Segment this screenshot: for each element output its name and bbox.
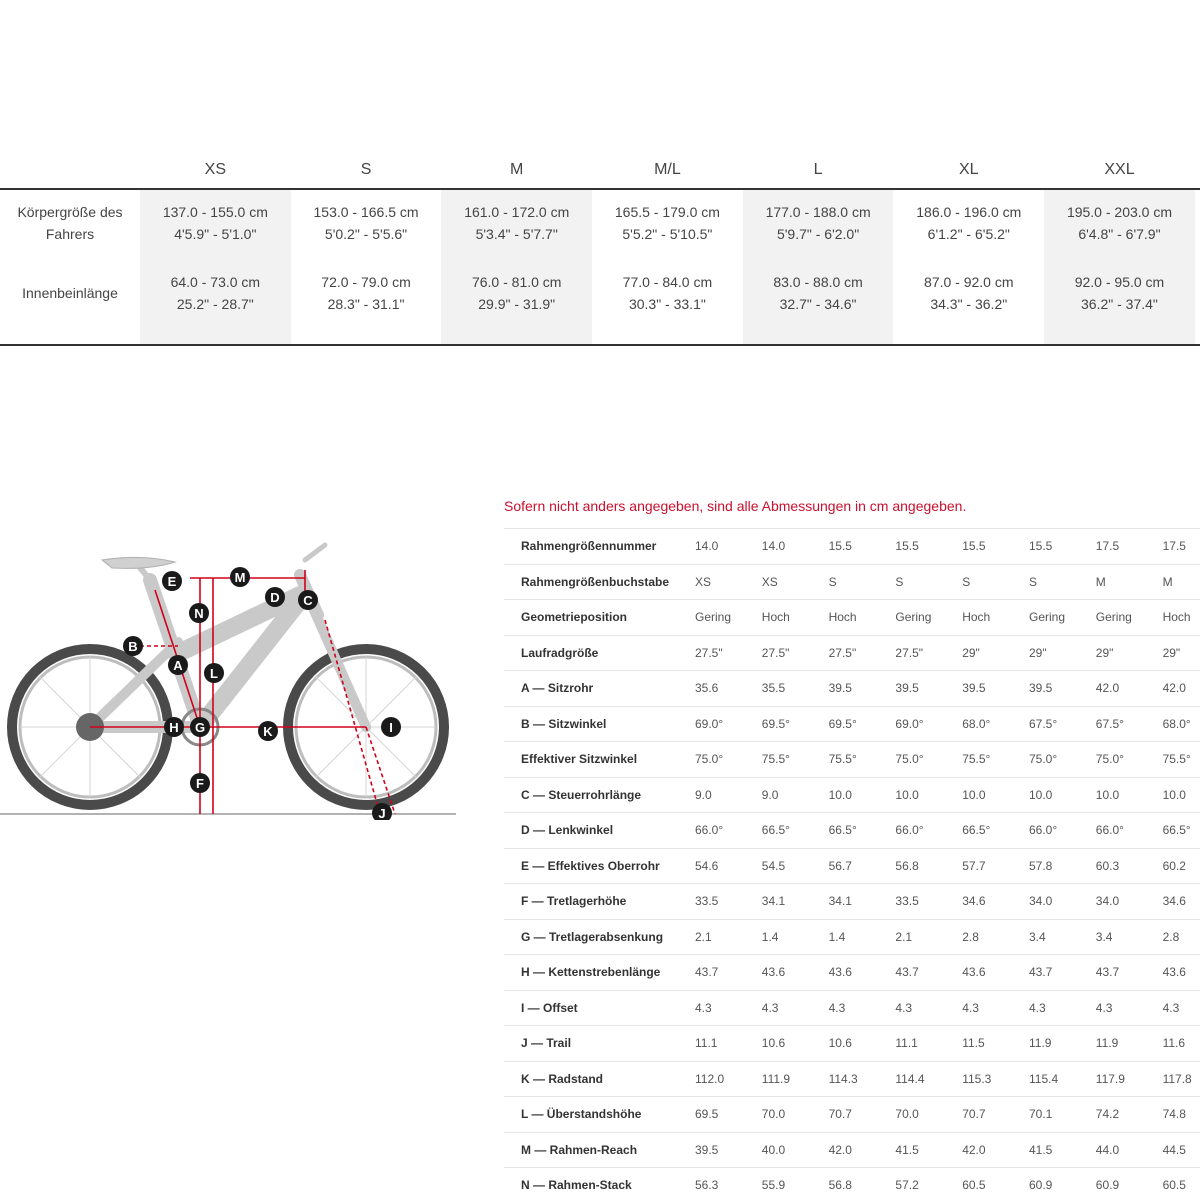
size-header-m: M (510, 161, 524, 178)
geometry-cell: 114.3 (828, 1071, 858, 1086)
geometry-row-label: L — Überstandshöhe (521, 1107, 642, 1122)
geometry-cell: 1.4 (761, 929, 779, 944)
geometry-cell: Hoch (761, 610, 790, 625)
geometry-cell: 43.6 (962, 965, 986, 980)
geometry-cell: 41.5 (1028, 1142, 1053, 1157)
geometry-cell: 33.5 (895, 894, 919, 909)
bike-geometry-diagram (0, 530, 460, 820)
svg-text:L: L (210, 666, 218, 681)
geometry-row (504, 848, 1200, 884)
geometry-row-label: A — Sitzrohr (521, 681, 594, 696)
rider-height-cm: 195.0 - 203.0 cm (1066, 204, 1172, 220)
geometry-cell: 3.4 (1095, 929, 1113, 944)
geometry-cell: 35.6 (695, 681, 719, 696)
geometry-row (504, 1167, 1200, 1203)
inseam-label: Innenbeinlänge (22, 285, 118, 301)
rider-height-ft: 5'3.4" - 5'7.7" (475, 226, 558, 242)
geometry-cell: 117.8 (1162, 1071, 1192, 1086)
svg-text:E: E (167, 574, 177, 589)
geometry-cell: 70.0 (895, 1107, 919, 1122)
geometry-cell: 66.0° (1028, 823, 1058, 838)
geometry-cell: 44.5 (1162, 1142, 1186, 1157)
geometry-cell: S (1028, 574, 1037, 589)
geometry-row-label: I — Offset (521, 1000, 578, 1015)
size-header-row (0, 150, 1200, 190)
geometry-cell: 29" (962, 645, 980, 660)
geometry-cell: 4.3 (962, 1000, 979, 1015)
geometry-cell: 56.8 (828, 1178, 852, 1193)
geometry-cell: 75.5° (828, 752, 857, 767)
geometry-cell: 69.5° (761, 716, 790, 731)
geometry-row (504, 990, 1200, 1026)
geometry-cell: Gering (1095, 610, 1132, 625)
geometry-cell: Gering (895, 610, 932, 625)
geometry-cell: 27.5" (695, 645, 723, 660)
geometry-cell: M (1162, 574, 1173, 589)
marker-m (230, 567, 250, 587)
geometry-row (504, 1132, 1200, 1168)
geometry-cell: 17.5 (1162, 539, 1186, 554)
geometry-cell: 35.5 (761, 681, 786, 696)
geometry-cell: 34.6 (1162, 894, 1186, 909)
geometry-cell: 10.0 (1095, 787, 1120, 802)
marker-g (190, 717, 210, 737)
geometry-row-label: F — Tretlagerhöhe (521, 894, 627, 909)
geometry-table (504, 528, 1200, 1203)
geometry-row (504, 1025, 1200, 1061)
geometry-cell: 2.8 (1162, 929, 1180, 944)
geometry-cell: 11.1 (695, 1036, 718, 1051)
geometry-cell: 115.4 (1028, 1071, 1059, 1086)
inseam-cm: 83.0 - 88.0 cm (773, 274, 863, 290)
rider-height-ft: 6'4.8" - 6'7.9" (1078, 226, 1161, 242)
geometry-cell: S (895, 574, 904, 589)
marker-a (168, 655, 188, 675)
geometry-row (504, 919, 1200, 955)
geometry-cell: Hoch (1162, 610, 1191, 625)
geometry-cell: 34.1 (828, 894, 852, 909)
geometry-cell: 15.5 (895, 539, 919, 554)
geometry-cell: 54.6 (695, 858, 719, 873)
geometry-cell: Gering (1028, 610, 1066, 625)
geometry-cell: 11.5 (962, 1036, 985, 1051)
geometry-cell: 66.0° (895, 823, 924, 838)
geometry-row (504, 812, 1200, 848)
geometry-cell: 4.3 (895, 1000, 913, 1015)
geometry-cell: 75.0° (1028, 752, 1058, 767)
geometry-cell: 4.3 (1095, 1000, 1113, 1015)
marker-f (190, 773, 210, 793)
marker-k (258, 721, 278, 741)
geometry-row-label: Rahmengrößennummer (521, 539, 657, 554)
rider-height-cm: 161.0 - 172.0 cm (464, 204, 570, 220)
geometry-cell: 57.8 (1028, 858, 1053, 873)
geometry-row-label: E — Effektives Oberrohr (521, 858, 660, 873)
geometry-row (504, 777, 1200, 813)
svg-text:M: M (234, 570, 246, 585)
geometry-cell: 75.5° (1162, 752, 1191, 767)
geometry-row (504, 1061, 1200, 1097)
geometry-cell: 115.3 (962, 1071, 992, 1086)
geometry-row (504, 564, 1200, 600)
size-header-xs: XS (204, 161, 227, 178)
geometry-row-label: Rahmengrößenbuchstabe (521, 574, 670, 589)
geometry-row (504, 706, 1200, 742)
geometry-cell: 42.0 (1162, 681, 1186, 696)
geometry-cell: 39.5 (695, 1142, 719, 1157)
size-column-xxl (1044, 190, 1195, 344)
inseam-cm: 76.0 - 81.0 cm (471, 274, 562, 290)
geometry-row-label: Laufradgröße (521, 645, 599, 660)
geometry-cell: 43.7 (1028, 965, 1053, 980)
geometry-cell: 15.5 (1028, 539, 1053, 554)
geometry-row (504, 670, 1200, 706)
geometry-cell: 66.5° (761, 823, 790, 838)
geometry-cell: 39.5 (1028, 681, 1053, 696)
inseam-cm: 87.0 - 92.0 cm (924, 274, 1014, 290)
marker-h (164, 717, 184, 737)
geometry-cell: 67.5° (1028, 716, 1058, 731)
geometry-row (504, 883, 1200, 919)
size-column-l (743, 190, 894, 344)
geometry-cell: 60.9 (1095, 1178, 1120, 1193)
geometry-cell: XS (695, 574, 712, 589)
geometry-cell: 56.7 (828, 858, 852, 873)
geometry-cell: 39.5 (962, 681, 986, 696)
geometry-cell: 60.5 (962, 1178, 986, 1193)
marker-e (162, 571, 182, 591)
geometry-cell: 11.9 (1095, 1036, 1119, 1051)
geometry-row-label: N — Rahmen-Stack (521, 1178, 632, 1193)
svg-text:I: I (389, 720, 393, 735)
size-header-l: L (813, 161, 823, 178)
geometry-cell: 56.8 (895, 858, 919, 873)
rider-height-cm: 177.0 - 188.0 cm (765, 204, 871, 220)
geometry-cell: M (1095, 574, 1106, 589)
geometry-cell: 70.1 (1028, 1107, 1053, 1122)
svg-text:F: F (196, 776, 204, 791)
geometry-cell: 67.5° (1095, 716, 1124, 731)
geometry-cell: 57.2 (895, 1178, 919, 1193)
geometry-cell: 74.2 (1095, 1107, 1120, 1122)
geometry-cell: 14.0 (695, 539, 719, 554)
size-row-labels (0, 190, 140, 344)
geometry-cell: 11.9 (1028, 1036, 1052, 1051)
geometry-row-label: J — Trail (521, 1036, 572, 1051)
svg-text:A: A (173, 658, 183, 673)
rider-height-ft: 4'5.9" - 5'1.0" (174, 226, 257, 242)
marker-b (123, 636, 143, 656)
geometry-cell: 112.0 (695, 1071, 725, 1086)
geometry-cell: 15.5 (828, 539, 852, 554)
geometry-cell: 34.1 (761, 894, 786, 909)
geometry-cell: 43.7 (695, 965, 719, 980)
geometry-cell: 111.9 (761, 1071, 791, 1086)
geometry-cell: 54.5 (761, 858, 786, 873)
geometry-cell: 57.7 (962, 858, 986, 873)
size-column-xl (893, 190, 1044, 344)
geometry-cell: 68.0° (962, 716, 991, 731)
size-chart-table (0, 150, 1200, 346)
rider-height-cm: 165.5 - 179.0 cm (614, 204, 720, 220)
geometry-cell: XS (761, 574, 778, 589)
svg-text:H: H (169, 720, 179, 735)
svg-text:C: C (303, 593, 313, 608)
geometry-cell: 9.0 (761, 787, 779, 802)
geometry-cell: 60.9 (1028, 1178, 1053, 1193)
inseam-cm: 77.0 - 84.0 cm (622, 274, 713, 290)
bike-frame (90, 545, 366, 727)
units-note: Sofern nicht anders angegeben, sind alle Abmessungen in cm angegeben. (504, 498, 967, 514)
geometry-cell: 44.0 (1095, 1142, 1120, 1157)
geometry-cell: 29" (1162, 645, 1181, 660)
geometry-cell: 2.8 (962, 929, 979, 944)
geometry-cell: 56.3 (695, 1178, 719, 1193)
size-column-m (441, 190, 592, 344)
geometry-cell: 11.6 (1162, 1036, 1186, 1051)
geometry-cell: 68.0° (1162, 716, 1191, 731)
geometry-cell: 70.7 (828, 1107, 852, 1122)
geometry-cell: 40.0 (761, 1142, 786, 1157)
rider-height-ft: 5'5.2" - 5'10.5" (622, 226, 713, 242)
geometry-cell: 39.5 (895, 681, 919, 696)
geometry-cell: Gering (695, 610, 732, 625)
size-header-s: S (360, 161, 372, 178)
geometry-cell: 27.5" (895, 645, 924, 660)
svg-text:K: K (263, 724, 273, 739)
geometry-cell: 3.4 (1028, 929, 1046, 944)
svg-text:G: G (194, 720, 206, 735)
geometry-cell: 33.5 (695, 894, 719, 909)
geometry-cell: 66.0° (1095, 823, 1124, 838)
geometry-cell: 4.3 (828, 1000, 846, 1015)
svg-text:N: N (194, 606, 204, 621)
geometry-cell: 69.5 (695, 1107, 719, 1122)
geometry-cell: 43.7 (895, 965, 919, 980)
geometry-cell: Hoch (828, 610, 857, 625)
geometry-cell: 43.6 (761, 965, 786, 980)
geometry-cell: 10.0 (895, 787, 919, 802)
geometry-cell: 66.5° (962, 823, 991, 838)
marker-i (381, 717, 401, 737)
geometry-cell: 2.1 (695, 929, 712, 944)
geometry-cell: 69.5° (828, 716, 857, 731)
geometry-cell: 29" (1095, 645, 1114, 660)
geometry-cell: 34.0 (1095, 894, 1120, 909)
size-header-xxl: XXL (1104, 161, 1135, 178)
marker-n (189, 603, 209, 623)
geometry-cell: 75.5° (962, 752, 991, 767)
geometry-row (504, 1096, 1200, 1132)
geometry-cell: 27.5" (828, 645, 857, 660)
geometry-cell: 60.2 (1162, 858, 1186, 873)
size-column-xs (140, 190, 291, 344)
geometry-row-label: H — Kettenstrebenlänge (521, 965, 661, 980)
inseam-in: 29.9" - 31.9" (478, 296, 556, 312)
marker-d (265, 587, 285, 607)
geometry-row-label: M — Rahmen-Reach (521, 1142, 638, 1157)
geometry-row (504, 954, 1200, 990)
geometry-cell: 14.0 (761, 539, 786, 554)
inseam-in: 32.7" - 34.6" (779, 296, 857, 312)
rider-height-label: Körpergröße des Fahrers (17, 204, 123, 242)
geometry-cell: 17.5 (1095, 539, 1120, 554)
geometry-cell: 4.3 (695, 1000, 712, 1015)
geometry-cell: 66.5° (1162, 823, 1191, 838)
geometry-cell: 42.0 (1095, 681, 1120, 696)
geometry-cell: 42.0 (962, 1142, 986, 1157)
geometry-row-label: Effektiver Sitzwinkel (521, 752, 638, 767)
svg-text:D: D (270, 590, 280, 605)
geometry-row (504, 635, 1200, 671)
geometry-cell: 75.0° (895, 752, 924, 767)
geometry-cell: 75.0° (695, 752, 724, 767)
geometry-cell: 74.8 (1162, 1107, 1186, 1122)
geometry-cell: 39.5 (828, 681, 852, 696)
geometry-row-label: B — Sitzwinkel (521, 716, 607, 731)
inseam-in: 25.2" - 28.7" (176, 296, 254, 312)
geometry-cell: 10.0 (828, 787, 852, 802)
geometry-cell: 4.3 (761, 1000, 779, 1015)
rider-height-cm: 137.0 - 155.0 cm (162, 204, 268, 220)
inseam-cm: 92.0 - 95.0 cm (1074, 274, 1165, 290)
geometry-cell: 10.6 (761, 1036, 786, 1051)
geometry-cell: 66.0° (695, 823, 724, 838)
inseam-in: 36.2" - 37.4" (1081, 296, 1158, 312)
geometry-cell: S (962, 574, 971, 589)
rider-height-ft: 5'0.2" - 5'5.6" (324, 226, 408, 242)
geometry-cell: 10.0 (1162, 787, 1186, 802)
svg-text:J: J (378, 806, 386, 820)
geometry-cell: 43.6 (828, 965, 852, 980)
size-column-ml (592, 190, 743, 344)
size-body (0, 190, 1200, 346)
size-header-xl: XL (958, 161, 979, 178)
rider-height-ft: 6'1.2" - 6'5.2" (927, 226, 1010, 242)
geometry-row-label: Geometrieposition (521, 610, 628, 625)
geometry-cell: 4.3 (1162, 1000, 1180, 1015)
geometry-row-label: C — Steuerrohrlänge (521, 787, 642, 802)
inseam-in: 28.3" - 31.1" (327, 296, 405, 312)
geometry-row-label: G — Tretlagerabsenkung (521, 929, 664, 944)
geometry-cell: 43.7 (1095, 965, 1120, 980)
geometry-cell: 70.0 (761, 1107, 786, 1122)
geometry-row (504, 528, 1200, 564)
geometry-cell: 69.0° (695, 716, 724, 731)
geometry-row-label: K — Radstand (521, 1071, 604, 1086)
geometry-cell: 114.4 (895, 1071, 925, 1086)
geometry-cell: 69.0° (895, 716, 924, 731)
geometry-cell: 75.5° (761, 752, 790, 767)
geometry-cell: 29" (1028, 645, 1047, 660)
geometry-cell: 66.5° (828, 823, 857, 838)
geometry-cell: 42.0 (828, 1142, 852, 1157)
inseam-cm: 64.0 - 73.0 cm (170, 274, 261, 290)
rider-height-ft: 5'9.7" - 6'2.0" (776, 226, 860, 242)
geometry-cell: 41.5 (895, 1142, 919, 1157)
marker-c (298, 590, 318, 610)
geometry-cell: 27.5" (761, 645, 790, 660)
rider-height-cm: 186.0 - 196.0 cm (916, 204, 1022, 220)
geometry-cell: S (828, 574, 837, 589)
inseam-in: 34.3" - 36.2" (930, 296, 1008, 312)
inseam-in: 30.3" - 33.1" (628, 296, 706, 312)
size-header-ml: M/L (654, 161, 681, 178)
geometry-row (504, 741, 1200, 777)
geometry-cell: 43.6 (1162, 965, 1186, 980)
geometry-cell: 34.0 (1028, 894, 1053, 909)
geometry-cell: 11.1 (895, 1036, 918, 1051)
geometry-cell: 2.1 (895, 929, 913, 944)
geometry-cell: 117.9 (1095, 1071, 1125, 1086)
geometry-cell: 75.0° (1095, 752, 1124, 767)
geometry-cell: 1.4 (828, 929, 846, 944)
geometry-row (504, 599, 1200, 635)
geometry-cell: 4.3 (1028, 1000, 1046, 1015)
geometry-cell: 9.0 (695, 787, 712, 802)
inseam-cm: 72.0 - 79.0 cm (321, 274, 411, 290)
geometry-cell: 10.0 (962, 787, 986, 802)
geometry-cell: 34.6 (962, 894, 986, 909)
geometry-cell: 15.5 (962, 539, 986, 554)
geometry-cell: 60.5 (1162, 1178, 1186, 1193)
geometry-cell: 70.7 (962, 1107, 986, 1122)
size-header-spacer (0, 150, 140, 188)
geometry-cell: 60.3 (1095, 858, 1120, 873)
geometry-cell: Hoch (962, 610, 991, 625)
geometry-cell: 10.0 (1028, 787, 1053, 802)
size-column-s (291, 190, 442, 344)
rider-height-cm: 153.0 - 166.5 cm (313, 204, 419, 220)
geometry-row-label: D — Lenkwinkel (521, 823, 614, 838)
marker-l (204, 663, 224, 683)
svg-text:B: B (128, 639, 138, 654)
saddle (102, 557, 175, 568)
geometry-cell: 55.9 (761, 1178, 786, 1193)
geometry-cell: 10.6 (828, 1036, 852, 1051)
